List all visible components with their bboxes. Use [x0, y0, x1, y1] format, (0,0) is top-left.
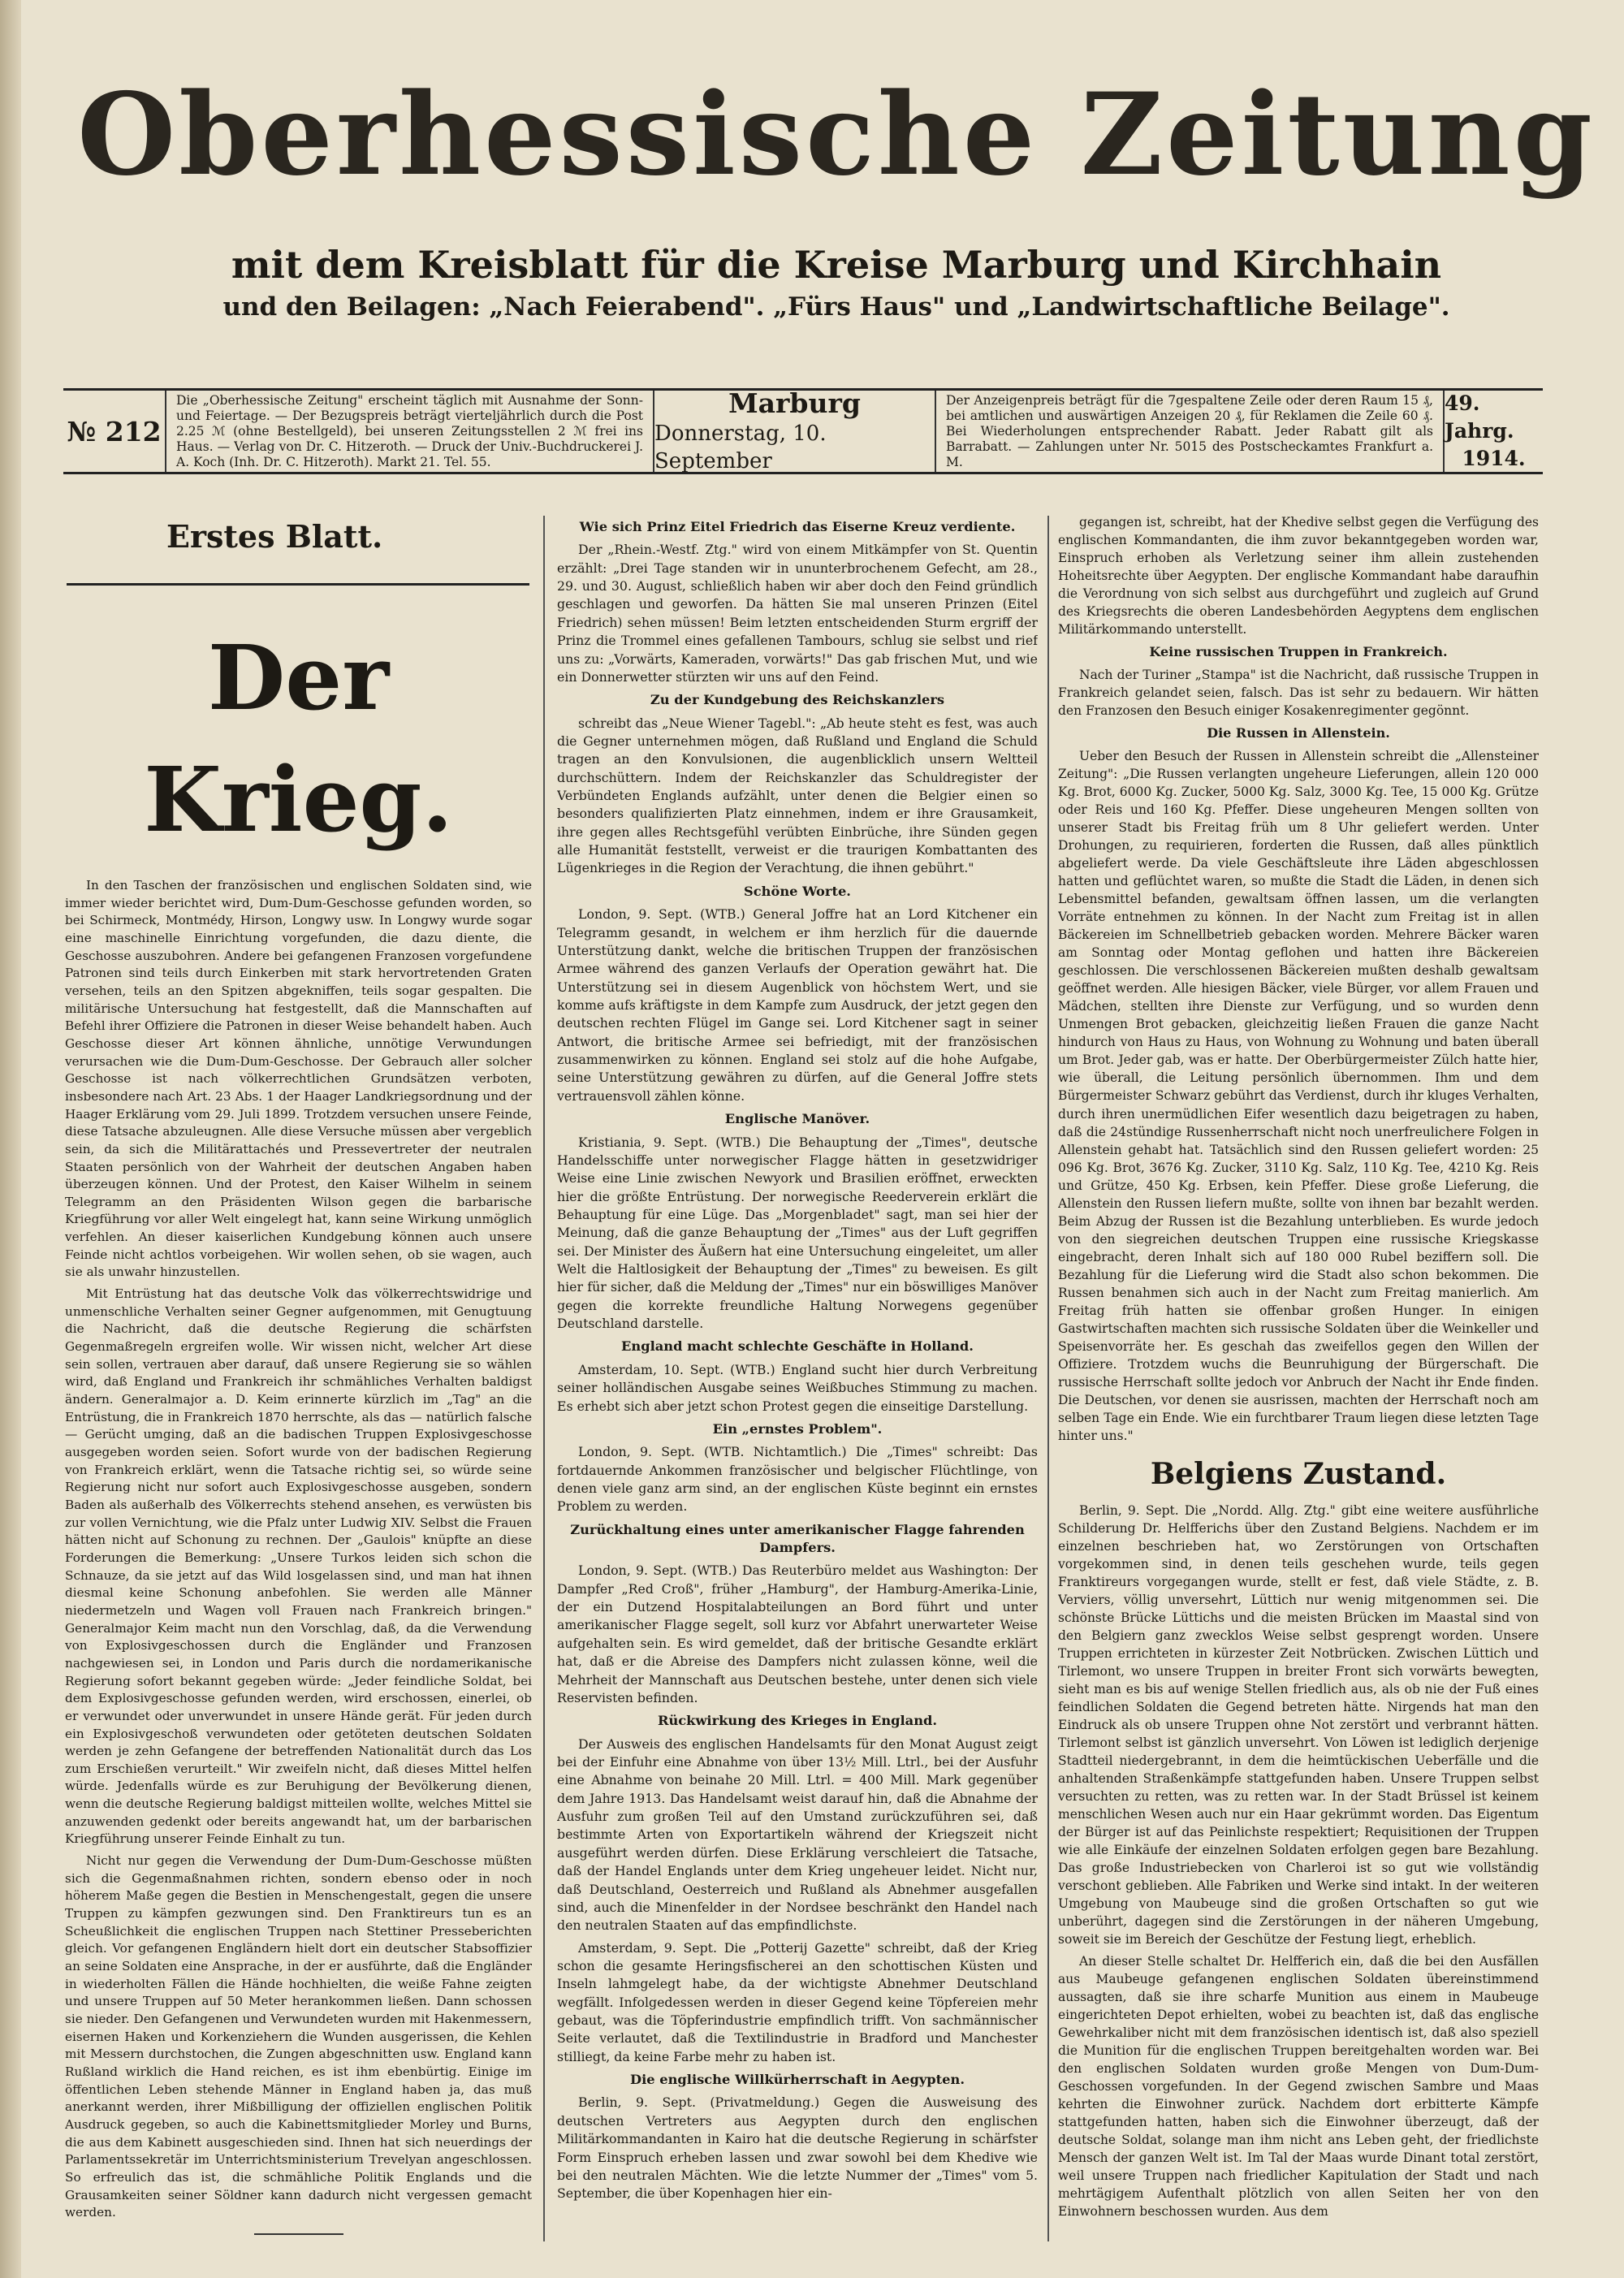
- volume: 49. Jahrg.: [1445, 391, 1514, 443]
- section-label: Erstes Blatt.: [166, 518, 383, 555]
- paragraph: Kristiania, 9. Sept. (WTB.) Die Behauptung der „Times", deutsche Handelsschiffe unter norwegischer Flagge hätten in gesetzwidriger Weise eine Linie zwischen Newyork und Brasilien eröffnet, erweckten hier die größte Entrüstung. Der norwegische Reederverein erklärt die Behauptung für eine Lüge. Das „Morgenbladet" sagt, man sei hier der Meinung, daß die ganze Behauptung der „Times" aus der Luft gegriffen sei. Der Minister des Äußern hat eine Untersuchung eingeleitet, um aller Welt die Haltlosigkeit der Behauptung der „Times" zu beweisen. Es gilt hier für sicher, daß die Meldung der „Times" nur ein böswilliges Manöver gegen die korrekte freundliche Haltung Norwegens gegenüber Deutschland darstelle.: [557, 1134, 1038, 1332]
- place-date: [654, 387, 936, 473]
- end-rule: [254, 2233, 343, 2235]
- issue-date: Donnerstag, 10. September: [654, 421, 827, 473]
- article-heading: Die englische Willkürherrschaft in Aegypten.: [630, 2072, 965, 2088]
- paragraph: Berlin, 9. Sept. (Privatmeldung.) Gegen die Ausweisung des deutschen Vertreters aus Aegypten durch den englischen Militärkommandanten in Kairo hat die deutsche Regierung in schärfster Form Einspruch erheben lassen und zwar sowohl bei dem Khedive wie bei den neutralen Mächten. Wie die letzte Nummer der „Times" vom 5. September, die über Kopenhagen hier ein-: [557, 2094, 1038, 2202]
- paragraph: Nicht nur gegen die Verwendung der Dum-Dum-Geschosse müßten sich die Gegenmaßnahmen richten, sondern ebenso oder in noch höherem Maße gegen die Bestien in Menschengestalt, gegen die unsere Truppen zu kämpfen gezwungen sind. Den Franktireurs tun es an Scheußlichkeit die englischen Truppen nach Stettiner Presseberichten gleich. Vor gefangenen Engländern hielt dort ein deutscher Stabsoffizier an seine Soldaten eine Ansprache, in der er ausführte, daß die Engländer in wiederholten Fällen die Hände hochhielten, die weiße Fahne zeigten und unsere Truppen auf 50 Meter herankommen ließen. Dann schossen sie nieder. Den Gefangenen und Verwundeten wurden mit Hakenmessern, eisernen Haken und Korkenziehern die Wunden ausgerissen, die Kehlen mit Messern durchstochen, die Zungen abgeschnitten usw. England kann Rußland wirklich die Hand reichen, es ist ihm ebenbürtig. Einige im öffentlichen Leben stehende Männer in England haben ja, das muß anerkannt werden, ihrer Mißbilligung der offiziellen englischen Politik Ausdruck gegeben, so auch die Kabinettsmitglieder Morley und Burns, die aus dem Kabinett ausgeschieden sind. Ihnen hat sich neuerdings der Parlamentssekretär im Unterrichtsministerium Trevelyan angeschlossen. So erfreulich das ist, die schmähliche Politik Englands und die Grausamkeiten seiner Söldner kann dadurch nicht vergessen gemacht werden.: [65, 1853, 532, 2220]
- paragraph: Der „Rhein.-Westf. Ztg." wird von einem Mitkämpfer von St. Quentin erzählt: „Drei Tage standen wir in ununterbrochenem Gefecht, am 28., 29. und 30. August, schließlich haben wir aber doch den Feind gründlich geschlagen und geworfen. Da hätten Sie mal unseren Prinzen (Eitel Friedrich) sehen müssen! Beim letzten entscheidenden Sturm ergriff der Prinz die Trommel eines gefallenen Tambours, schlug sie selbst und rief uns zu: „Vorwärts, Kameraden, vorwärts!" Das gab frischen Mut, und wie ein Donnerwetter stürzten wir uns auf den Feind.: [557, 542, 1038, 685]
- newspaper-title: Oberhessische Zeitung: [77, 67, 1596, 201]
- paragraph: Mit Entrüstung hat das deutsche Volk das völkerrechtswidrige und unmenschliche Verhalten seiner Gegner aufgenommen, mit Genugtuung die Nachricht, daß die deutsche Regierung die schärfsten Gegenmaßregeln ergreifen wolle. Wir wissen nicht, welcher Art diese sein sollen, vertrauen aber darauf, daß unsere Regierung sie so wählen wird, daß England und Frankreich ihr schmähliches Verhalten baldigst ändern. Generalmajor a. D. Keim erinnerte kürzlich im „Tag" an die Entrüstung, die in Frankreich 1870 herrschte, als das — natürlich falsche — Gerücht umging, daß an die badischen Truppen Explosivgeschosse ausgegeben worden seien. Sofort wurde von der badischen Regierung von Frankreich erklärt, wenn die Tatsache richtig sei, so würde seine Regierung nicht nur sofort auch Explosivgeschosse ausgeben, sondern Baden als außerhalb des Völkerrechts stehend ansehen, es verwüsten bis zur vollen Vernichtung, wie die Pfalz unter Ludwig XIV. Selbst die Frauen hätten nicht auf Schonung zu rechnen. Der „Gaulois" knüpfte an diese Forderungen die Bemerkung: „Unsere Turkos leiden sich schon die Schnauze, da sie jetzt auf das Wild losgelassen sind, und man hat ihnen diesmal keine Schonung anbefohlen. Sie werden alle Männer niedermetzeln und Wagen voll Frauen nach Frankreich bringen." Generalmajor Keim macht nun den Vorschlag, daß, da die Verwendung von Explosivgeschossen durch die Engländer und Franzosen nachgewiesen sei, in London und Paris durch die nordamerikanische Regierung sofort bekannt gegeben würde: „Jeder feindliche Soldat, bei dem Explosivgeschosse gefunden werden, wird erschossen, einerlei, ob er verwundet oder unverwundet in unsere Hände gerät. Für jeden durch ein Explosivgeschoß verwundeten oder getöteten deutschen Soldaten werden je zehn Gefangene der betreffenden Nationalität durch das Los zum Erschießen verurteilt." Wir zweifeln nicht, daß dieses Mittel helfen würde. Jedenfalls würde es zur Beruhigung der Bevölkerung dienen, wenn die deutsche Regierung baldigst mitteilen wollte, welches Mittel sie anzuwenden gedenkt oder bereits angewandt hat, um der barbarischen Kriegführung unserer Feinde Einhalt zu tun.: [65, 1286, 532, 1847]
- info-bar: [63, 388, 1543, 474]
- paragraph: London, 9. Sept. (WTB.) Das Reuterbüro meldet aus Washington: Der Dampfer „Red Croß", früher „Hamburg", der Hamburg-Amerika-Linie, der ein Dutzend Hospitalabteilungen an Bord führt und unter amerikanischer Flagge segelt, soll kurz vor Abfahrt unerwarteter Weise aufgehalten sein. Es wird gemeldet, daß der britische Gesandte erklärt hat, daß er die Abreise des Dampfers nicht zulassen könne, weil die Mehrheit der Mannschaft aus Deutschen bestehe, unter denen sich viele Reservisten befinden.: [557, 1563, 1038, 1705]
- article-heading: Rückwirkung des Krieges in England.: [657, 1713, 938, 1729]
- paragraph: schreibt das „Neue Wiener Tagebl.": „Ab heute steht es fest, was auch die Gegner unternehmen mögen, daß Rußland und England die Schuld tragen an den Konvulsionen, die augenblicklich unsern Weltteil durchschüttern. Indem der Reichskanzler das Schuldregister der Verbündeten Englands aufzählt, unter denen die Belgier einen so besonders qualifizierten Platz einnehmen, indem er ihre Grausamkeit, ihre gegen alles Rechtsgefühl verübten Einbrüche, ihre Sünden gegen alle Humanität feststellt, verweist er die traurigen Kombattanten des Lügenkrieges in die Region der Verachtung, die ihnen gebührt.": [557, 715, 1038, 876]
- advertising-info: Der Anzeigenpreis beträgt für die 7gespaltene Zeile oder deren Raum 15 ₰, bei amtlichen und auswärtigen Anzeigen 20 ₰, für Reklamen die Zeile 60 ₰. Bei Wiederholungen entsprechender Rabatt. Jeder Rabatt gilt als Barrabatt. — Zahlungen unter Nr. 5015 des Postscheckamtes Frankfurt a. M.: [936, 391, 1445, 472]
- paragraph: London, 9. Sept. (WTB. Nichtamtlich.) Die „Times" schreibt: Das fortdauernde Ankommen französischer und belgischer Flüchtlinge, von denen viele ganz arm sind, an der englischen Küste beginnt ein ernstes Problem zu werden.: [557, 1444, 1038, 1515]
- paragraph: An dieser Stelle schaltet Dr. Helfferich ein, daß die bei den Ausfällen aus Maubeuge gefangenen englischen Soldaten übereinstimmend aussagten, daß sie ihre scharfe Munition aus einem in Maubeuge eingerichteten Depot erhielten, wobei zu beachten ist, daß das englische Gewehrkaliber nicht mit dem französischen identisch ist, daß also speziell die Munition für die englischen Truppen bereitgehalten worden war. Bei den englischen Soldaten wurden große Mengen von Dum-Dum-Geschossen vorgefunden. In der Gegend zwischen Sambre und Maas kehrten die Einwohner zurück. Nachdem dort erbitterte Kämpfe stattgefunden hatten, haben sich die Einwohner überzeugt, daß der deutsche Soldat, solange man ihm nicht ans Leben geht, der friedlichste Mensch der ganzen Welt ist. Im Tal der Maas wurde Dinant total zerstört, weil unsere Truppen nach friedlicher Kapitulation der Stadt und nach mehrtägigem Aufenthalt plötzlich von allen Seiten her von den Einwohnern beschossen wurden. Aus dem: [1058, 1954, 1539, 2220]
- newspaper-subtitle: mit dem Kreisblatt für die Kreise Marburg und Kirchhain: [231, 243, 1442, 287]
- paragraph: Ueber den Besuch der Russen in Allenstein schreibt die „Allensteiner Zeitung": „Die Russen verlangten ungeheure Lieferungen, allein 120 000 Kg. Brot, 6000 Kg. Zucker, 5000 Kg. Salz, 3000 Kg. Tee, 15 000 Kg. Grütze oder Reis und 160 Kg. Pfeffer. Diese ungeheuren Mengen sollten von unserer Stadt bis Freitag früh um 8 Uhr geliefert werden. Unter Drohungen, zu requirieren, forderten die Russen, daß alles pünktlich abgeliefert werde. Da viele Geschäftsleute ihre Läden abgeschlossen hatten und geflüchtet waren, so mußte die Stadt die Läden, in denen sich Lebensmittel befanden, gewaltsam öffnen lassen, um die verlangten Vorräte entnehmen zu können. In der Nacht zum Freitag ist in allen Bäckereien im Schnellbetrieb gebacken worden. Mehrere Bäcker waren am Sonntag oder Montag geflohen und hatten ihre Bäckereien geschlossen. Die verschlossenen Bäckereien mußten deshalb gewaltsam geöffnet werden. Alle hiesigen Bäcker, viele Bürger, vor allem Frauen und Mädchen, stellten ihre Dienste zur Verfügung, und so wurden denn Unmengen Brot gebacken, gleichzeitig ließen Frauen die ganze Nacht hindurch von Haus zu Haus, von Wohnung zu Wohnung und baten überall um Brot. Jeder gab, was er hatte. Der Oberbürgermeister Zülch hatte hier, wie überall, die Leitung persönlich übernommen. Ihm und dem Bürgermeister Schwarz gebührt das Verdienst, durch ihr kluges Verhalten, durch ihren unermüdlichen Eifer wesentlich dazu beigetragen zu haben, daß die 24stündige Russenherrschaft nicht noch unerfreulichere Folgen in Allenstein gehabt hat. Tatsächlich sind den Russen geliefert worden: 25 096 Kg. Brot, 3676 Kg. Zucker, 3110 Kg. Salz, 110 Kg. Tee, 4210 Kg. Reis und Grütze, 450 Kg. Erbsen, kein Pfeffer. Diese große Lieferung, die Allenstein den Russen liefern mußte, sollte von ihnen bar bezahlt werden. Beim Abzug der Russen ist die Bezahlung unterblieben. Es wurde jedoch von den siegreichen deutschen Truppen eine russische Kriegskasse eingebracht, deren Inhalt sich auf 180 000 Rubel beziffern soll. Die Bezahlung für die Lieferung wird die Stadt also schon bekommen. Die Russen benahmen sich auch in der Nacht zum Freitag manierlich. Am Freitag früh hatten sie offenbar großen Hunger. In einigen Gastwirtschaften machten sich russische Soldaten über die Weinkeller und Speisenvorräte her. Es geschah das zweifellos gegen den Willen der Offiziere. Trotzdem wuchs die Beunruhigung der Bürgerschaft. Die russische Herrschaft sollte jedoch vor Anbruch der Nacht ihr Ende finden. Die Deutschen, vor denen sie ausrissen, machten der Herrschaft noch am selben Tage ein Ende. Wie ein furchtbarer Traum liegen diese letzten Tage hinter uns.": [1058, 749, 1539, 1443]
- article-headline-krieg: Der Krieg.: [144, 625, 453, 852]
- masthead: [73, 32, 1600, 325]
- column-rule-2: [1047, 516, 1049, 2241]
- paragraph: Amsterdam, 9. Sept. Die „Potterij Gazette" schreibt, daß der Krieg schon die gesamte Heringsfischerei an den schottischen Küsten und Inseln lahmgelegt habe, da der wichtigste Abnehmer Deutschland wegfällt. Infolgedessen werden in dieser Gegend keine Töpfereien mehr gebaut, was die Töpferindustrie empfindlich trifft. Von sachmännischer Seite verlautet, daß die Textilindustrie in Bradford und Manchester stilliegt, da keine Farbe mehr zu haben ist.: [557, 1939, 1038, 2064]
- page-edge: [0, 0, 21, 2278]
- paragraph: Der Ausweis des englischen Handelsamts für den Monat August zeigt bei der Einfuhr eine Abnahme von über 13½ Mill. Ltrl., bei der Ausfuhr eine Abnahme von beinahe 20 Mill. Ltrl. = 400 Mill. Mark gegenüber dem Jahre 1913. Das Handelsamt weist darauf hin, daß die Abnahme der Ausfuhr zum großen Teil auf den Umstand zurückzuführen sei, daß bestimmte Arten von Exportartikeln während der Kriegszeit nicht ausgeführt werden dürfen. Diese Erklärung verschleiert die Tatsache, daß der Handel Englands unter dem Krieg ungeheuer leidet. Nicht nur, daß Deutschland, Oesterreich und Rußland als Abnehmer ausgefallen sind, auch die Minenfelder in der Nordsee beschränkt den Handel nach den neutralen Staaten auf das empfindlichste.: [557, 1736, 1038, 1934]
- volume-year: [1445, 391, 1543, 472]
- paragraph: In den Taschen der französischen und englischen Soldaten sind, wie immer wieder berichtet wird, Dum-Dum-Geschosse gefunden worden, so bei Schirmeck, Montmédy, Hirson, Longwy usw. In Longwy wurde sogar eine maschinelle Einrichtung vorgefunden, die dazu diente, die Geschosse auszubohren. Andere bei gefangenen Franzosen vorgefundene Patronen sind teils durch Einkerben mit stark hervortretenden Graten versehen, teils an den Spitzen abgekniffen, teils sogar gespalten. Die militärische Untersuchung hat festgestellt, daß die Mannschaften auf Befehl ihrer Offiziere die Patronen in dieser Weise behandelt haben. Auch Geschosse dieser Art können ähnliche, unnötige Verwundungen verursachen wie die Dum-Dum-Geschosse. Der Gebrauch aller solcher Geschosse ist nach völkerrechtlichen Grundsätzen verboten, insbesondere nach Art. 23 Abs. 1 der Haager Landkriegsordnung und der Haager Erklärung vom 29. Juli 1899. Trotzdem versuchen unsere Feinde, diese Tatsache abzuleugnen. Alle diese Versuche müssen aber vergeblich sein, da sich die Militärattachés und Pressevertreter der neutralen Staaten persönlich von der Wahrheit der deutschen Angaben haben überzeugen können. Und der Protest, den Kaiser Wilhelm in seinem Telegramm an den Präsidenten Wilson gegen die barbarische Kriegführung vor aller Welt eingelegt hat, kann seine Wirkung unmöglich verfehlen. An dieser kaiserlichen Kundgebung können auch unsere Feinde nicht achtlos vorbeigehen. Wir wollen sehen, ob sie wagen, auch sie als unwahr hinzustellen.: [65, 878, 532, 1280]
- paragraph: Berlin, 9. Sept. Die „Nordd. Allg. Ztg." gibt eine weitere ausführliche Schilderung Dr. Helfferichs über den Zustand Belgiens. Nachdem er im einzelnen beschrieben hat, wo Zerstörungen von Ortschaften vorgekommen sind, in denen teils geschehen wurde, teils gegen Franktireurs vorgegangen wurde, stellt er fest, daß viele Städte, z. B. Verviers, völlig unversehrt, Lüttich nur wenig mitgenommen sei. Die schönste Brücke Lüttichs und die meisten Brücken im Maastal sind von den Belgiern ganz zwecklos Weise selbst gesprengt worden. Unsere Truppen errichteten in kürzester Zeit Notbrücken. Zwischen Lüttich und Tirlemont, wo unsere Truppen in breiter Front sich vorwärts bewegten, sieht man es bis auf wenige Stellen friedlich aus, als ob nie der Fuß eines feindlichen Soldaten die Gegend betreten hätte. Nirgends hat man den Eindruck als ob unsere Truppen ohne Not zerstört und verbrannt hätten. Tirlemont selbst ist gänzlich unversehrt. Von Löwen ist lediglich derjenige Stadtteil niedergebrannt, in dem die heimtückischen Ueberfälle und die anhaltenden Straßenkämpfe stattgefunden haben. Unsere Truppen selbst versuchten zu retten, was zu retten war. In der Stadt Brüssel ist keinem menschlichen Wesen auch nur ein Haar gekrümmt worden. Das Eigentum der Bürger ist auf das Peinlichste respektiert; Requisitionen der Truppen wie alle Einkäufe der einzelnen Soldaten erfolgen gegen bare Bezahlung. Das große Industriebecken von Charleroi ist so gut wie vollständig verschont geblieben. Alle Fabriken und Werke sind intakt. In der weiteren Umgebung von Maubeuge sind die großen Ortschaften so gut wie unberührt, dagegen sind die Zerstörungen in der näheren Umgebung, soweit sie im Bereich der Geschütze der Festung liegt, erheblich.: [1058, 1502, 1539, 1947]
- article-heading: Wie sich Prinz Eitel Friedrich das Eiserne Kreuz verdiente.: [579, 519, 1016, 534]
- article-heading: Zurückhaltung eines unter amerikanischer Flagge fahrenden Dampfers.: [570, 1521, 1025, 1556]
- subscription-info: Die „Oberhessische Zeitung" erscheint täglich mit Ausnahme der Sonn- und Feiertage. — Der Bezugspreis beträgt vierteljährlich durch die Post 2.25 ℳ (ohne Bestellgeld), bei unseren Zeitungsstellen 2 ℳ frei ins Haus. — Verlag von Dr. C. Hitzeroth. — Druck der Univ.-Buchdruckerei J. A. Koch (Inh. Dr. C. Hitzeroth). Markt 21. Tel. 55.: [166, 391, 654, 472]
- paragraph: London, 9. Sept. (WTB.) General Joffre hat an Lord Kitchener ein Telegramm gesandt, in welchem er ihm herzlich für die dauernde Unterstützung dankt, welche die britischen Truppen der französischen Armee während des ganzen Verlaufs der Operation gewährt hat. Die Unterstützung sei in diesem Augenblick von höchstem Wert, und sie komme aufs kräftigste in dem Kampfe zum Ausdruck, der jetzt gegen den deutschen rechten Flügel im Gange sei. Lord Kitchener sagt in seiner Antwort, die britische Armee sei befriedigt, mit der französischen zusammenwirken zu können. England sei stolz auf die hohe Aufgabe, seine Unterstützung gewähren zu dürfen, auf die General Joffre stets vertrauensvoll zählen könne.: [557, 906, 1038, 1104]
- article-heading: Schöne Worte.: [744, 883, 851, 899]
- article-heading: Keine russischen Truppen in Frankreich.: [1149, 644, 1448, 660]
- article-heading: Die Russen in Allenstein.: [1207, 725, 1390, 741]
- article-headline-belgiens: Belgiens Zustand.: [1150, 1456, 1447, 1491]
- paragraph: Amsterdam, 10. Sept. (WTB.) England sucht hier durch Verbreitung seiner holländischen Ausgabe seines Weißbuches Stimmung zu machen. Es erhebt sich aber jetzt schon Protest gegen die einseitige Darstellung.: [557, 1361, 1038, 1414]
- article-heading: Englische Manöver.: [724, 1111, 870, 1127]
- paragraph: Nach der Turiner „Stampa" ist die Nachricht, daß russische Truppen in Frankreich gelandet seien, falsch. Das ist sehr zu bedauern. Wir hätten den Franzosen den Besuch einiger Kosakenregimenter gegönnt.: [1058, 668, 1539, 719]
- column-rule-1: [543, 516, 545, 2241]
- article-heading: Ein „ernstes Problem".: [712, 1420, 883, 1437]
- column-2: [557, 513, 1038, 2239]
- column-3: [1058, 513, 1539, 2239]
- article-heading: England macht schlechte Geschäfte in Holland.: [621, 1338, 974, 1355]
- newspaper-supplements: und den Beilagen: „Nach Feierabend". „Fürs Haus" und „Landwirtschaftliche Beilage".: [222, 292, 1450, 322]
- year: 1914.: [1462, 447, 1526, 470]
- column-1: [65, 617, 532, 2241]
- place: Marburg: [728, 387, 861, 419]
- section-rule: [67, 583, 529, 586]
- issue-number: № 212: [63, 391, 166, 472]
- paragraph: gegangen ist, schreibt, hat der Khedive selbst gegen die Verfügung des englischen Kommandanten, die ihm zuvor bekanntgegeben worden war, Einspruch erhoben als Verletzung seiner ihm allein zustehenden Hoheitsrechte über Aegypten. Der englische Kommandant habe daraufhin die Verordnung von sich selbst aus durchgeführt und zugleich auf Grund des Kriegsrechts die oberen Landesbehörden Aegyptens dem englischen Militärkommando unterstellt.: [1058, 515, 1539, 638]
- article-heading: Zu der Kundgebung des Reichskanzlers: [650, 692, 945, 708]
